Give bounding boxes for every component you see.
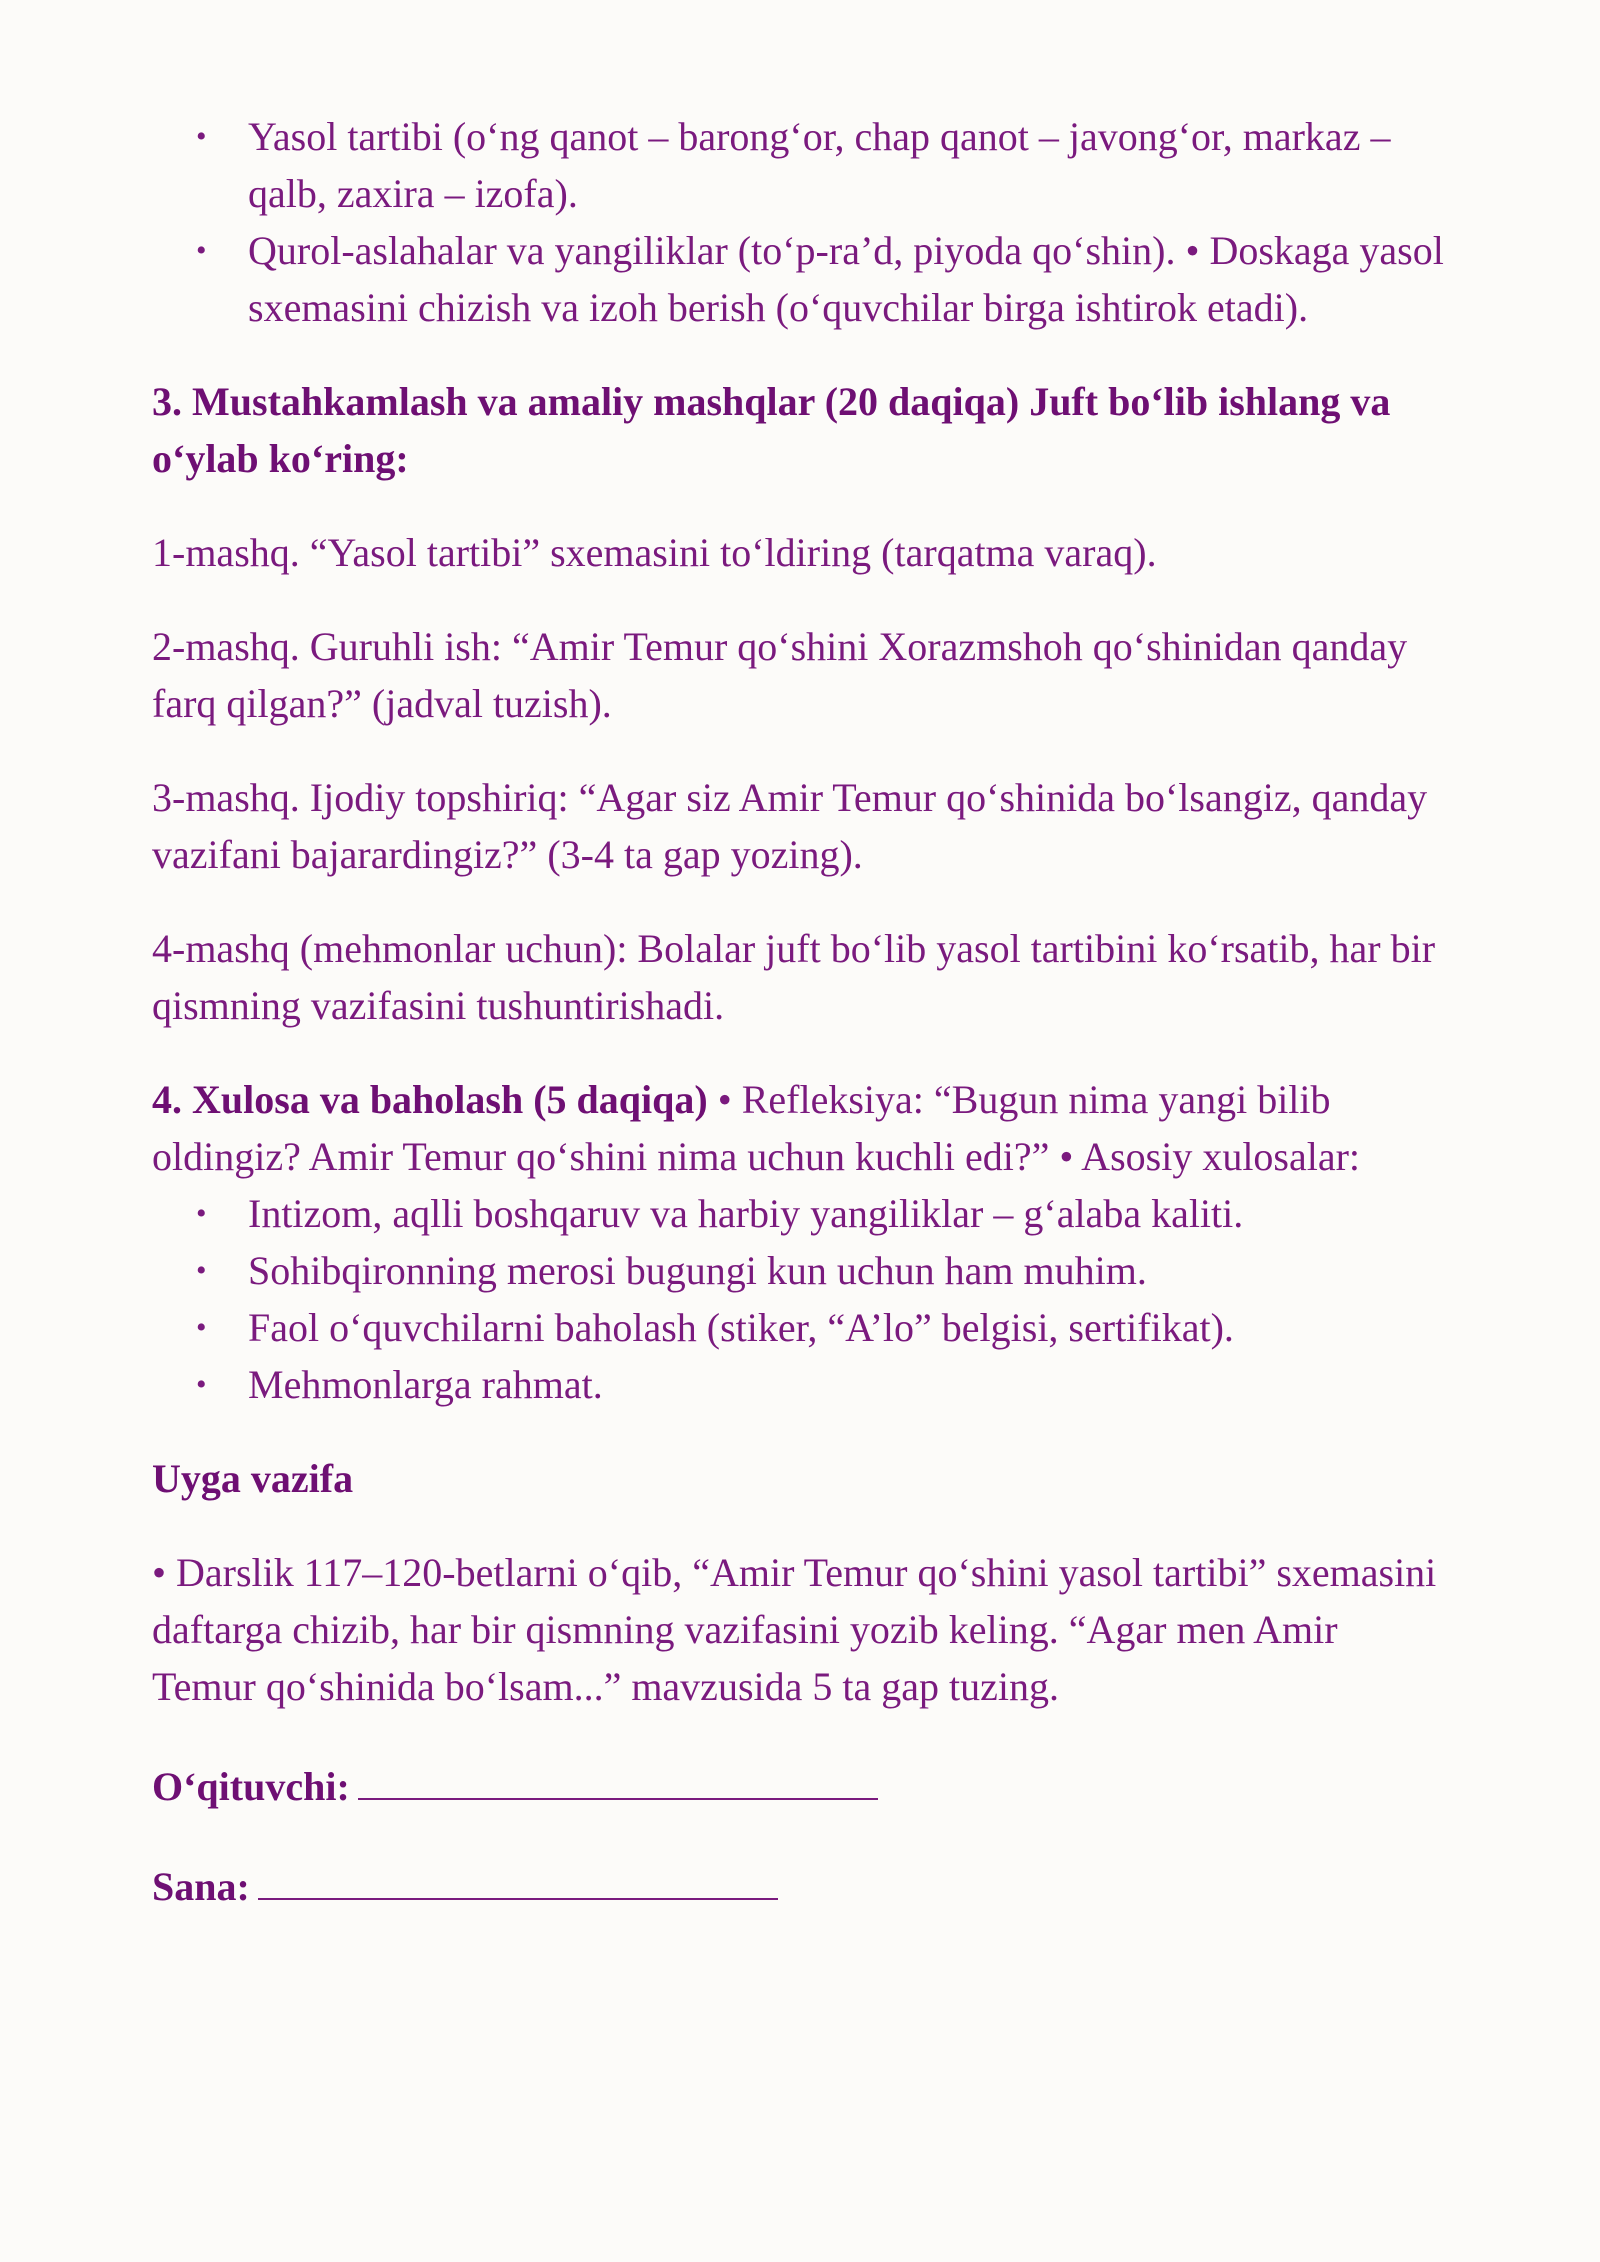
teacher-label: O‘qituvchi: <box>152 1764 350 1809</box>
date-signature-row <box>152 1852 1450 1915</box>
teacher-signature-row <box>152 1752 1450 1815</box>
section4-heading: 4. Xulosa va baholash (5 daqiqa) <box>152 1077 708 1122</box>
bullet-icon: • <box>196 1254 207 1287</box>
section2-bullet-list <box>152 108 1450 336</box>
list-item-text: Mehmonlarga rahmat. <box>248 1362 603 1407</box>
bullet-icon: • <box>196 1311 207 1344</box>
exercise-3: 3-mashq. Ijodiy topshiriq: “Agar siz Amir Temur qo‘shinida bo‘lsangiz, qanday vazifani bajarardingiz?” (3-4 ta gap yozing). <box>152 775 1428 877</box>
list-item-text: Intizom, aqlli boshqaruv va harbiy yangiliklar – g‘alaba kaliti. <box>248 1191 1244 1236</box>
list-item <box>196 1242 1450 1299</box>
section4-paragraph <box>152 1071 1450 1185</box>
list-item-text: Faol o‘quvchilarni baholash (stiker, “A’lo” belgisi, sertifikat). <box>248 1305 1234 1350</box>
exercise-2: 2-mashq. Guruhli ish: “Amir Temur qo‘shini Xorazmshoh qo‘shinidan qanday farq qilgan?” (jadval tuzish). <box>152 624 1408 726</box>
list-item-text: Yasol tartibi (o‘ng qanot – barong‘or, chap qanot – javong‘or, markaz – qalb, zaxira – izofa). <box>248 114 1391 216</box>
homework-text: • Darslik 117–120-betlarni o‘qib, “Amir Temur qo‘shini yasol tartibi” sxemasini daftarga chizib, har bir qismning vazifasini yozib keling. “Agar men Amir Temur qo‘shinida bo‘lsam...” mavzusida 5 ta gap tuzing. <box>152 1550 1437 1709</box>
section3-heading: 3. Mustahkamlash va amaliy mashqlar (20 daqiqa) Juft bo‘lib ishlang va o‘ylab ko‘ring: <box>152 379 1391 481</box>
list-item <box>196 1356 1450 1413</box>
date-label: Sana: <box>152 1864 250 1909</box>
date-signature-line <box>258 1852 778 1900</box>
section4-bullet-list <box>152 1185 1450 1413</box>
teacher-signature-line <box>358 1752 878 1800</box>
list-item <box>196 1185 1450 1242</box>
exercise-4: 4-mashq (mehmonlar uchun): Bolalar juft bo‘lib yasol tartibini ko‘rsatib, har bir qismning vazifasini tushuntirishadi. <box>152 926 1436 1028</box>
list-item <box>196 222 1450 336</box>
bullet-icon: • <box>196 1197 207 1230</box>
list-item <box>196 1299 1450 1356</box>
list-item-text: Qurol-aslahalar va yangiliklar (to‘p-ra’d, piyoda qo‘shin). • Doskaga yasol sxemasini chizish va izoh berish (o‘quvchilar birga ishtirok etadi). <box>248 228 1444 330</box>
list-item-text: Sohibqironning merosi bugungi kun uchun ham muhim. <box>248 1248 1147 1293</box>
homework-heading: Uyga vazifa <box>152 1456 354 1501</box>
list-item <box>196 108 1450 222</box>
section4-text: • Refleksiya: “Bugun nima yangi bilib oldingiz? Amir Temur qo‘shini nima uchun kuchli edi?” • Asosiy xulosalar: <box>152 1077 1361 1179</box>
bullet-icon: • <box>196 120 207 153</box>
exercise-1: 1-mashq. “Yasol tartibi” sxemasini to‘ldiring (tarqatma varaq). <box>152 530 1157 575</box>
bullet-icon: • <box>196 1368 207 1401</box>
bullet-icon: • <box>196 234 207 267</box>
